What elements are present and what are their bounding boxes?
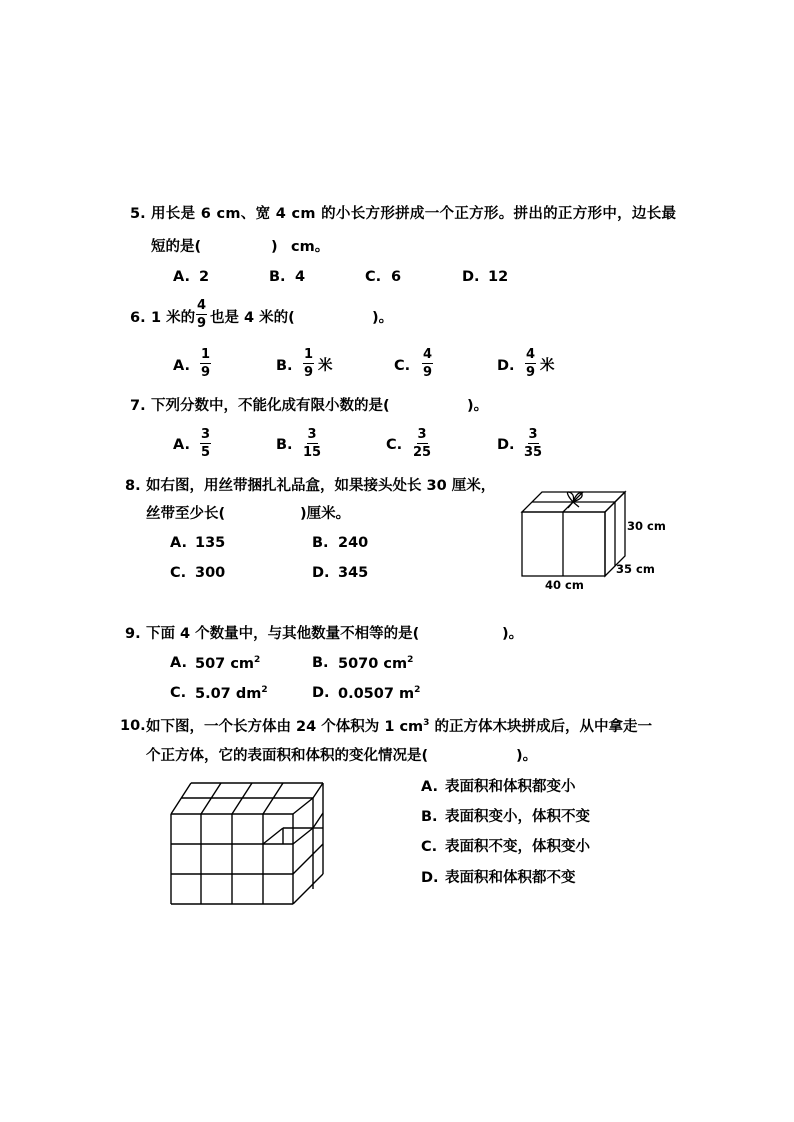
q9-option-a-label: A. xyxy=(170,655,187,671)
q6-option-d-den: 9 xyxy=(526,365,536,380)
q7-option-a-num: 3 xyxy=(201,427,211,442)
q7-option-d-num: 3 xyxy=(528,427,538,442)
q6-option-d-num: 4 xyxy=(526,347,536,362)
q9-option-c-label: C. xyxy=(170,685,187,701)
q10-option-a-text: 表面积和体积都变小 xyxy=(445,779,576,795)
q9-number: 9. xyxy=(125,626,141,642)
q6-option-a-label: A. xyxy=(173,358,190,374)
q7-option-a-label: A. xyxy=(173,437,190,453)
q6-option-c-label: C. xyxy=(394,358,411,374)
q8-line2-b: )厘米。 xyxy=(300,506,351,522)
q10-option-b-text: 表面积变小，体积不变 xyxy=(445,809,590,825)
q10-line1-sup: 3 xyxy=(423,718,430,728)
q5-answer-blank-close: ) xyxy=(271,239,278,255)
q8-height-label: 30 cm xyxy=(627,519,666,533)
q6-option-c-den: 9 xyxy=(423,365,433,380)
q5-line1: 用长是 6 cm、宽 4 cm 的小长方形拼成一个正方形。拼出的正方形中，边长最 xyxy=(151,206,677,222)
q7-option-c-num: 3 xyxy=(417,427,427,442)
q9-option-b-label: B. xyxy=(312,655,329,671)
q8-option-d-text: 345 xyxy=(338,565,369,581)
q8-option-d-label: D. xyxy=(312,565,330,581)
q10-number: 10. xyxy=(120,718,146,734)
q6-option-b-den: 9 xyxy=(304,365,314,380)
q10-option-b-label: B. xyxy=(421,809,438,825)
q5-number: 5. xyxy=(130,206,146,222)
q7-option-c-den: 25 xyxy=(413,445,432,460)
q6-option-d-unit: 米 xyxy=(540,358,555,374)
q10-option-d-label: D. xyxy=(421,870,439,886)
q6-close: )。 xyxy=(372,310,394,326)
q7-close: )。 xyxy=(467,398,489,414)
q5-option-a-label: A. xyxy=(173,269,190,285)
q9-option-a-sup: 2 xyxy=(254,655,261,665)
q9-option-d-label: D. xyxy=(312,685,330,701)
q9-option-a-text: 507 cm xyxy=(195,655,255,672)
q5-option-c-text: 6 xyxy=(391,269,402,285)
q10-option-d-text: 表面积和体积都不变 xyxy=(445,870,576,886)
q5-option-d-label: D. xyxy=(462,269,480,285)
q5-option-c-label: C. xyxy=(365,269,382,285)
q8-option-b-label: B. xyxy=(312,535,329,551)
q9-option-b-text: 5070 cm xyxy=(338,655,408,672)
q10-line2-b: )。 xyxy=(516,748,538,764)
q6-text-pre: 1 米的 xyxy=(151,310,196,326)
q7-option-d-den: 35 xyxy=(524,445,543,460)
q8-option-a-text: 135 xyxy=(195,535,226,551)
q7-number: 7. xyxy=(130,398,146,414)
q10-option-c-label: C. xyxy=(421,839,438,855)
q8-line1: 如右图，用丝带捆扎礼品盒，如果接头处长 30 厘米， xyxy=(146,478,496,494)
q10-line1-a: 如下图，一个长方体由 24 个体积为 1 cm xyxy=(146,718,424,735)
q6-option-b-unit: 米 xyxy=(318,358,333,374)
q6-option-a-num: 1 xyxy=(201,347,211,362)
q9-text: 下面 4 个数量中，与其他数量不相等的是( xyxy=(146,626,420,642)
q6-option-b-num: 1 xyxy=(304,347,314,362)
q6-option-d-label: D. xyxy=(497,358,515,374)
q9-option-c-sup: 2 xyxy=(261,685,268,695)
q5-option-d-text: 12 xyxy=(488,269,509,285)
q9-option-b-sup: 2 xyxy=(407,655,414,665)
q8-option-c-text: 300 xyxy=(195,565,226,581)
q7-option-c-label: C. xyxy=(386,437,403,453)
q10-line1-b: 的正方体木块拼成后，从中拿走一 xyxy=(429,718,652,735)
q5-line2-unit: cm。 xyxy=(291,239,330,255)
q7-option-a-den: 5 xyxy=(201,445,211,460)
q7-option-b-den: 15 xyxy=(303,445,322,460)
q9-option-d-text: 0.0507 m xyxy=(338,685,415,702)
q6-fraction-numerator: 4 xyxy=(197,298,207,313)
q6-option-a-den: 9 xyxy=(201,365,211,380)
q8-option-a-label: A. xyxy=(170,535,187,551)
q5-line2-a: 短的是( xyxy=(151,239,202,255)
q7-option-b-num: 3 xyxy=(307,427,317,442)
q9-option-d-sup: 2 xyxy=(414,685,421,695)
q9-close: )。 xyxy=(502,626,524,642)
q9-option-c-text: 5.07 dm xyxy=(195,685,262,702)
q8-line2-a: 丝带至少长( xyxy=(146,506,226,522)
q5-option-b-label: B. xyxy=(269,269,286,285)
q10-option-a-label: A. xyxy=(421,779,438,795)
q8-option-c-label: C. xyxy=(170,565,187,581)
q6-text-post: 也是 4 米的( xyxy=(210,310,295,326)
q6-option-c-num: 4 xyxy=(423,347,433,362)
q8-depth-label: 35 cm xyxy=(616,562,655,576)
q8-width-label: 40 cm xyxy=(545,578,584,592)
q5-option-a-text: 2 xyxy=(199,269,210,285)
q6-number: 6. xyxy=(130,310,146,326)
q7-text: 下列分数中，不能化成有限小数的是( xyxy=(151,398,390,414)
q8-number: 8. xyxy=(125,478,141,494)
q10-option-c-text: 表面积不变，体积变小 xyxy=(445,839,590,855)
q10-line2-a: 个正方体，它的表面积和体积的变化情况是( xyxy=(146,748,429,764)
q6-fraction-denominator: 9 xyxy=(197,316,207,331)
q7-option-b-label: B. xyxy=(276,437,293,453)
q5-option-b-text: 4 xyxy=(295,269,306,285)
q8-option-b-text: 240 xyxy=(338,535,369,551)
q7-option-d-label: D. xyxy=(497,437,515,453)
q6-option-b-label: B. xyxy=(276,358,293,374)
